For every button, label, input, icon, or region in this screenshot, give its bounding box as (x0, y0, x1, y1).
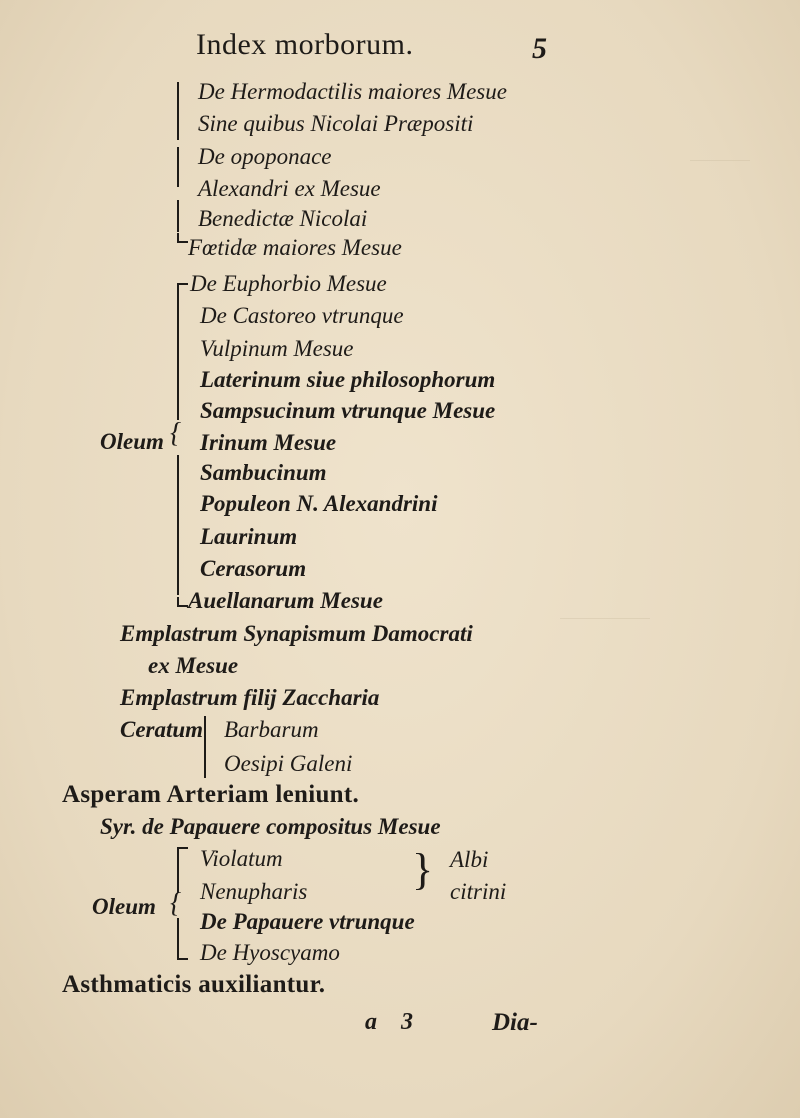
sub-brace: } (412, 845, 434, 894)
section-heading: Asthmaticis auxiliantur. (62, 971, 326, 998)
list-item: De Hyoscyamo (200, 940, 340, 965)
entry-line: Emplastrum filij Zaccharia (120, 685, 380, 710)
brace-line (177, 200, 179, 232)
list-item: Laurinum (200, 524, 298, 549)
list-item: Barbarum (224, 717, 319, 742)
ceratum-label: Ceratum (120, 717, 204, 742)
brace-end (177, 233, 188, 243)
list-item: Violatum (200, 846, 283, 871)
running-title: Index morborum. (196, 28, 414, 61)
list-item: Auellanarum Mesue (188, 588, 383, 613)
brace-end (177, 597, 188, 607)
list-item: Albi (450, 847, 489, 872)
list-item: De Castoreo vtrunque (200, 303, 404, 328)
catchword: Dia- (492, 1009, 538, 1036)
list-item: Populeon N. Alexandrini (200, 491, 438, 516)
list-item: De Euphorbio Mesue (190, 271, 387, 296)
list-item: Cerasorum (200, 556, 307, 581)
show-through-shadow (690, 140, 750, 161)
list-item: citrini (450, 879, 507, 904)
entry-line: ex Mesue (148, 653, 239, 678)
section-heading: Asperam Arteriam leniunt. (62, 781, 360, 808)
list-item: Sine quibus Nicolai Præpositi (198, 111, 474, 136)
brace-line (177, 82, 179, 140)
list-item: Sampsucinum vtrunque Mesue (200, 398, 496, 423)
oleum-label: Oleum (100, 429, 164, 454)
list-item: De Papauere vtrunque (200, 909, 415, 934)
brace-end (177, 950, 188, 960)
list-item: De opoponace (198, 144, 332, 169)
brace-line (177, 290, 179, 420)
list-item: Fœtidæ maiores Mesue (188, 235, 402, 260)
list-item: Oesipi Galeni (224, 751, 353, 776)
list-item: Laterinum siue philosophorum (200, 367, 496, 392)
entry-line: Emplastrum Synapismum Damocrati (120, 621, 473, 646)
list-item: Nenupharis (200, 879, 308, 904)
brace-point: { (170, 888, 182, 919)
brace-point: { (170, 418, 182, 449)
list-item: Alexandri ex Mesue (198, 176, 381, 201)
list-item: Vulpinum Mesue (200, 336, 354, 361)
list-item: Sambucinum (200, 460, 327, 485)
page-number: 5 (532, 32, 547, 65)
list-item: Benedictæ Nicolai (198, 206, 368, 231)
list-item: Irinum Mesue (200, 430, 337, 455)
show-through-shadow (560, 600, 650, 619)
syrup-entry: Syr. de Papauere compositus Mesue (100, 814, 441, 839)
brace-line (177, 147, 179, 187)
signature-mark: a 3 (365, 1009, 413, 1035)
brace-line (177, 853, 179, 893)
oleum-label: Oleum (92, 894, 156, 919)
brace-line (177, 455, 179, 595)
list-item: De Hermodactilis maiores Mesue (198, 79, 507, 104)
brace-line (204, 716, 206, 778)
